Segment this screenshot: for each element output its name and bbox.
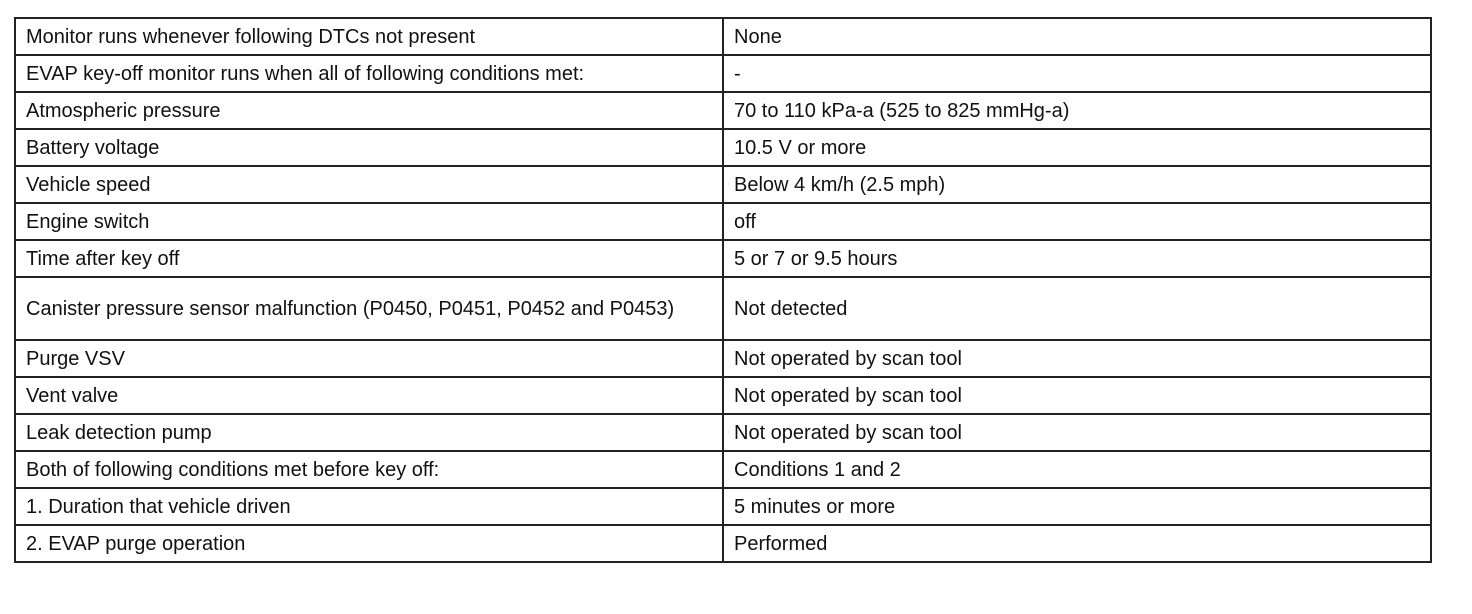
table-row (15, 277, 1431, 340)
condition-cell: 1. Duration that vehicle driven (15, 488, 723, 525)
condition-cell: Time after key off (15, 240, 723, 277)
value-cell: Not operated by scan tool (723, 340, 1431, 377)
table-row (15, 451, 1431, 488)
condition-cell: Canister pressure sensor malfunction (P0450, P0451, P0452 and P0453) (15, 277, 723, 340)
condition-cell: Monitor runs whenever following DTCs not present (15, 18, 723, 55)
condition-cell: EVAP key-off monitor runs when all of following conditions met: (15, 55, 723, 92)
value-cell: 5 or 7 or 9.5 hours (723, 240, 1431, 277)
value-cell: Not detected (723, 277, 1431, 340)
table-row (15, 166, 1431, 203)
value-cell: 70 to 110 kPa-a (525 to 825 mmHg-a) (723, 92, 1431, 129)
monitor-conditions-table (14, 17, 1432, 563)
table-row (15, 55, 1431, 92)
value-cell: - (723, 55, 1431, 92)
value-cell: off (723, 203, 1431, 240)
value-cell: Below 4 km/h (2.5 mph) (723, 166, 1431, 203)
value-cell: Not operated by scan tool (723, 377, 1431, 414)
table-row (15, 92, 1431, 129)
value-cell: Performed (723, 525, 1431, 562)
value-cell: Not operated by scan tool (723, 414, 1431, 451)
table-row (15, 525, 1431, 562)
table-row (15, 340, 1431, 377)
value-cell: None (723, 18, 1431, 55)
condition-cell: Atmospheric pressure (15, 92, 723, 129)
condition-cell: 2. EVAP purge operation (15, 525, 723, 562)
table-row (15, 414, 1431, 451)
condition-cell: Vent valve (15, 377, 723, 414)
table-row (15, 377, 1431, 414)
condition-cell: Vehicle speed (15, 166, 723, 203)
table-row (15, 240, 1431, 277)
value-cell: 5 minutes or more (723, 488, 1431, 525)
value-cell: Conditions 1 and 2 (723, 451, 1431, 488)
table-row (15, 203, 1431, 240)
condition-cell: Engine switch (15, 203, 723, 240)
value-cell: 10.5 V or more (723, 129, 1431, 166)
condition-cell: Purge VSV (15, 340, 723, 377)
condition-cell: Leak detection pump (15, 414, 723, 451)
table-row (15, 18, 1431, 55)
condition-cell: Both of following conditions met before key off: (15, 451, 723, 488)
table-row (15, 129, 1431, 166)
table-row (15, 488, 1431, 525)
condition-cell: Battery voltage (15, 129, 723, 166)
